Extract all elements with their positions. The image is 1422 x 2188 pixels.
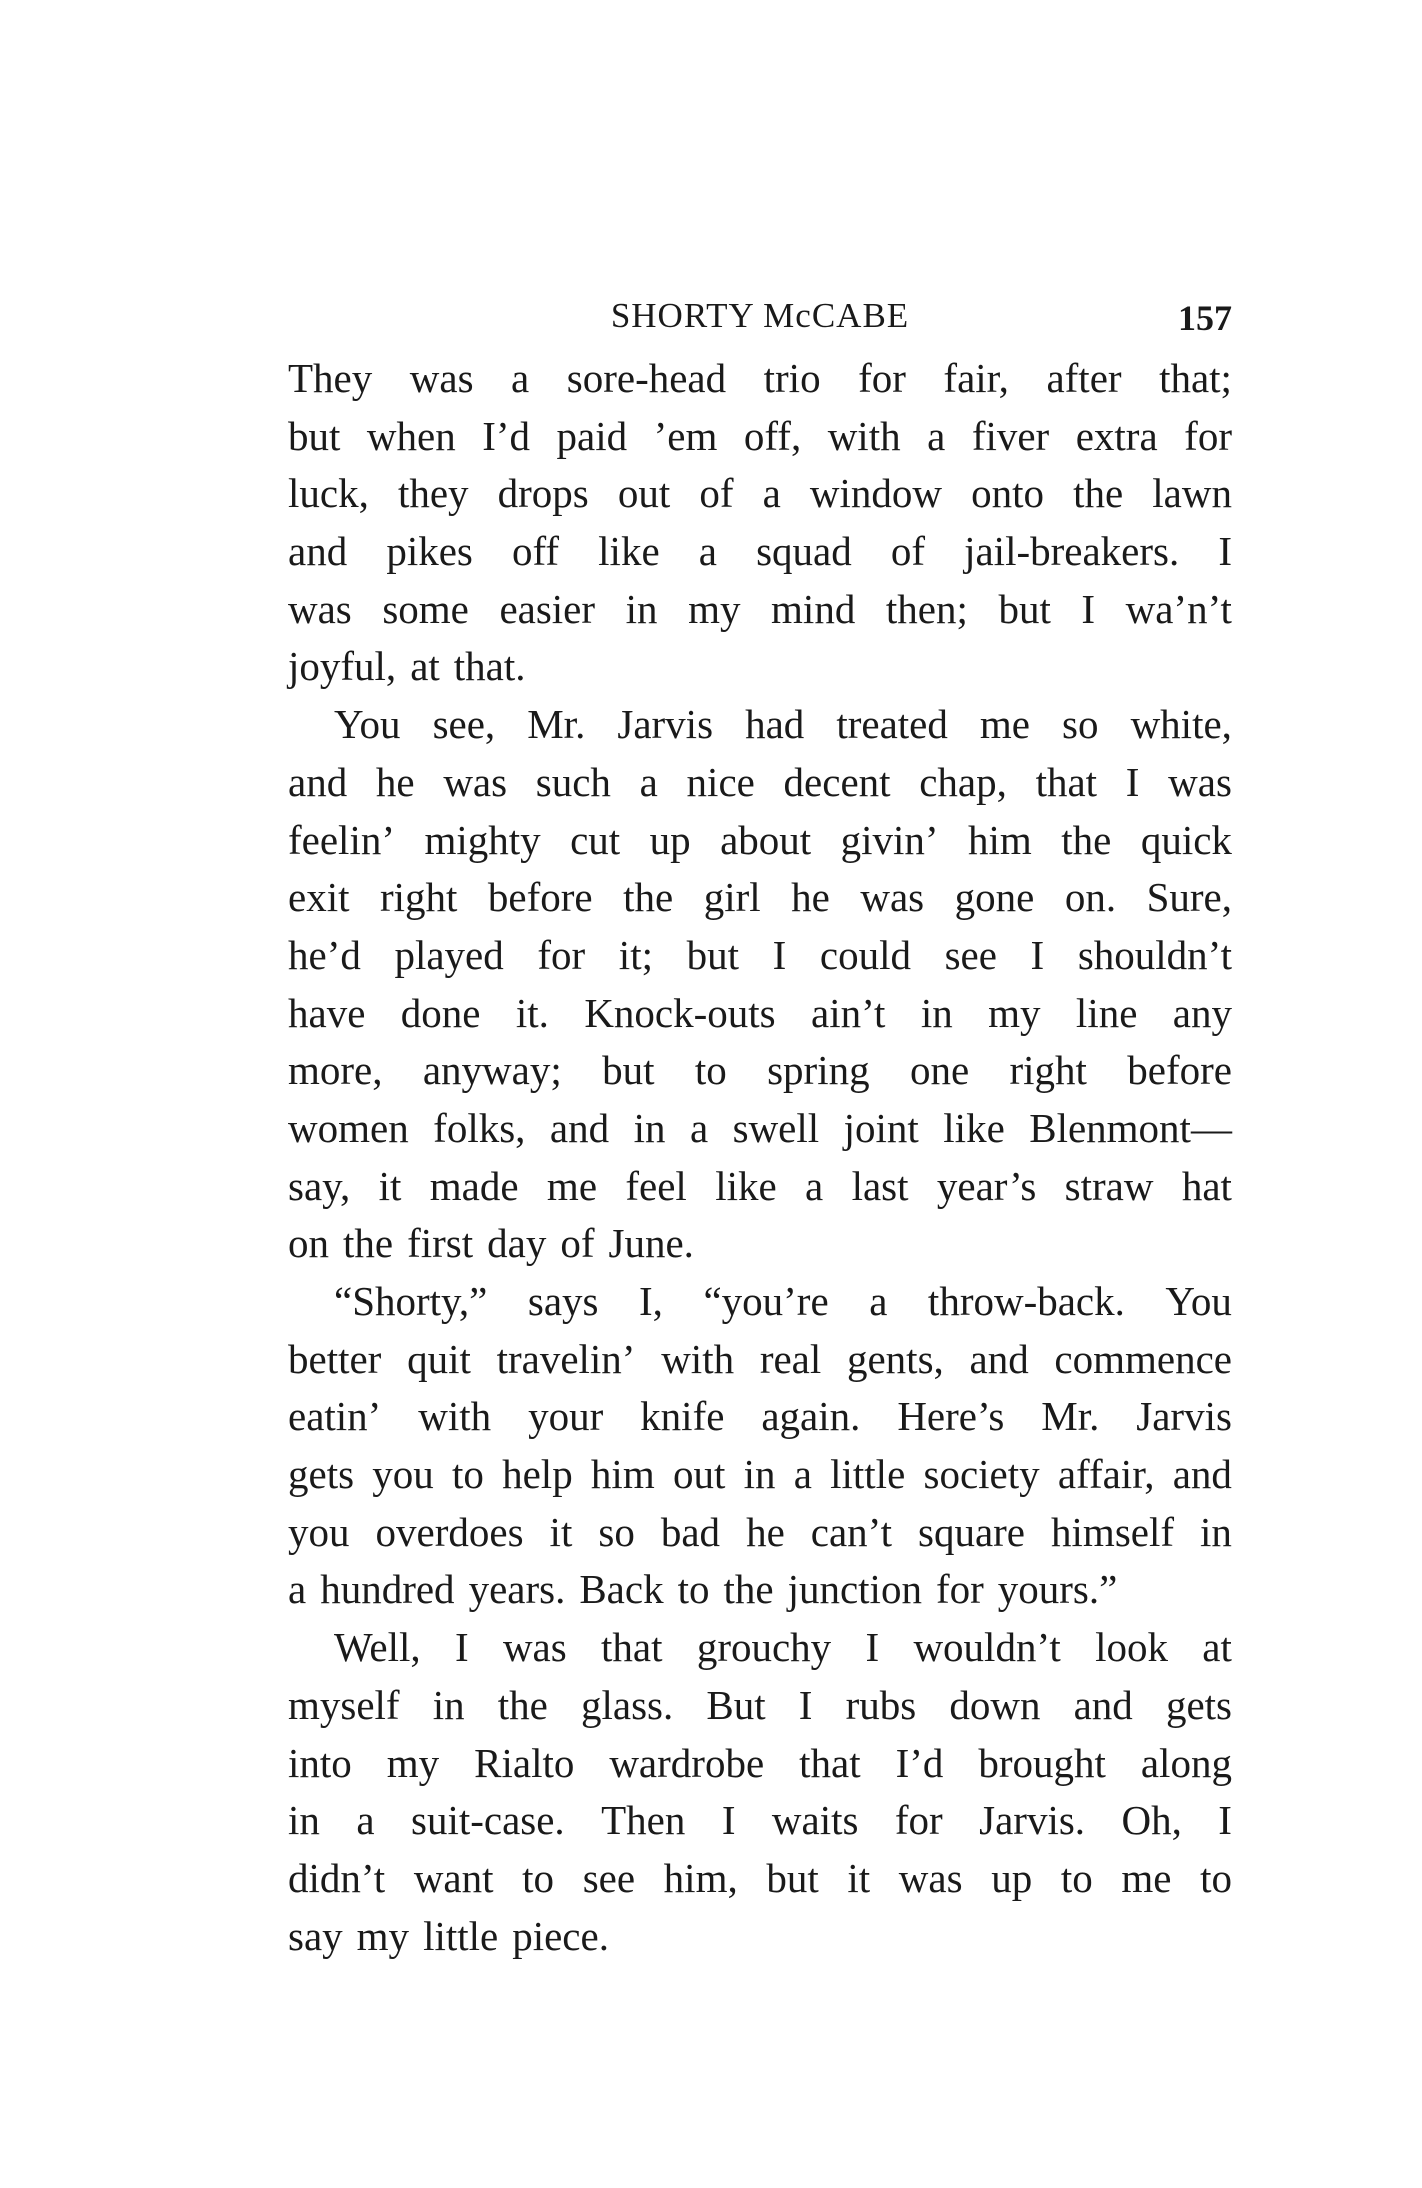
text-line: myself in the glass. But I rubs down and gets (288, 1681, 1232, 1728)
text-line: feelin’ mighty cut up about givin’ him the quick (288, 816, 1232, 863)
text-line: and pikes off like a squad of jail-breakers. I (288, 528, 1232, 575)
text-line: gets you to help him out in a little society affair, and (288, 1451, 1232, 1498)
text-line: eatin’ with your knife again. Here’s Mr. Jarvis (288, 1393, 1232, 1440)
text-line: was some easier in my mind then; but I wa’n’t (288, 585, 1232, 632)
text-line: more, anyway; but to spring one right before (288, 1047, 1232, 1094)
text-line: better quit travelin’ with real gents, and commence (288, 1335, 1232, 1382)
text-line: say, it made me feel like a last year’s straw hat (288, 1162, 1232, 1209)
text-line: “Shorty,” says I, “you’re a throw-back. You (334, 1278, 1232, 1324)
text-line: didn’t want to see him, but it was up to me to (288, 1854, 1232, 1901)
text-line: You see, Mr. Jarvis had treated me so white, (334, 701, 1232, 748)
text-line: but when I’d paid ’em off, with a fiver extra for (288, 412, 1232, 459)
running-head (288, 290, 1232, 342)
paragraph (288, 1273, 1232, 1619)
text-line: exit right before the girl he was gone on. Sure, (288, 874, 1232, 921)
text-line: joyful, at that. (288, 643, 526, 690)
text-line: you overdoes it so bad he can’t square himself in (288, 1508, 1232, 1555)
text-line: in a suit-case. Then I waits for Jarvis. Oh, I (288, 1797, 1232, 1844)
text-line: a hundred years. Back to the junction for yours.” (288, 1566, 1118, 1613)
text-line: say my little piece. (288, 1912, 609, 1959)
text-line: women folks, and in a swell joint like Blenmont— (288, 1104, 1232, 1151)
text-line: into my Rialto wardrobe that I’d brought along (288, 1739, 1232, 1786)
page-number: 157 (1178, 298, 1232, 338)
text-line: They was a sore-head trio for fair, after that; (288, 355, 1232, 401)
text-line: and he was such a nice decent chap, that I was (288, 758, 1232, 805)
paragraph (288, 696, 1232, 1273)
paragraph (288, 350, 1232, 696)
text-line: he’d played for it; but I could see I shouldn’t (288, 931, 1232, 978)
running-title: SHORTY McCABE (610, 296, 910, 335)
body-text (288, 350, 1232, 1965)
text-line: luck, they drops out of a window onto the lawn (288, 470, 1232, 517)
text-line: on the first day of June. (288, 1220, 694, 1267)
text-line: have done it. Knock-outs ain’t in my line any (288, 989, 1232, 1036)
text-line: Well, I was that grouchy I wouldn’t look at (334, 1624, 1232, 1671)
paragraph (288, 1619, 1232, 1965)
